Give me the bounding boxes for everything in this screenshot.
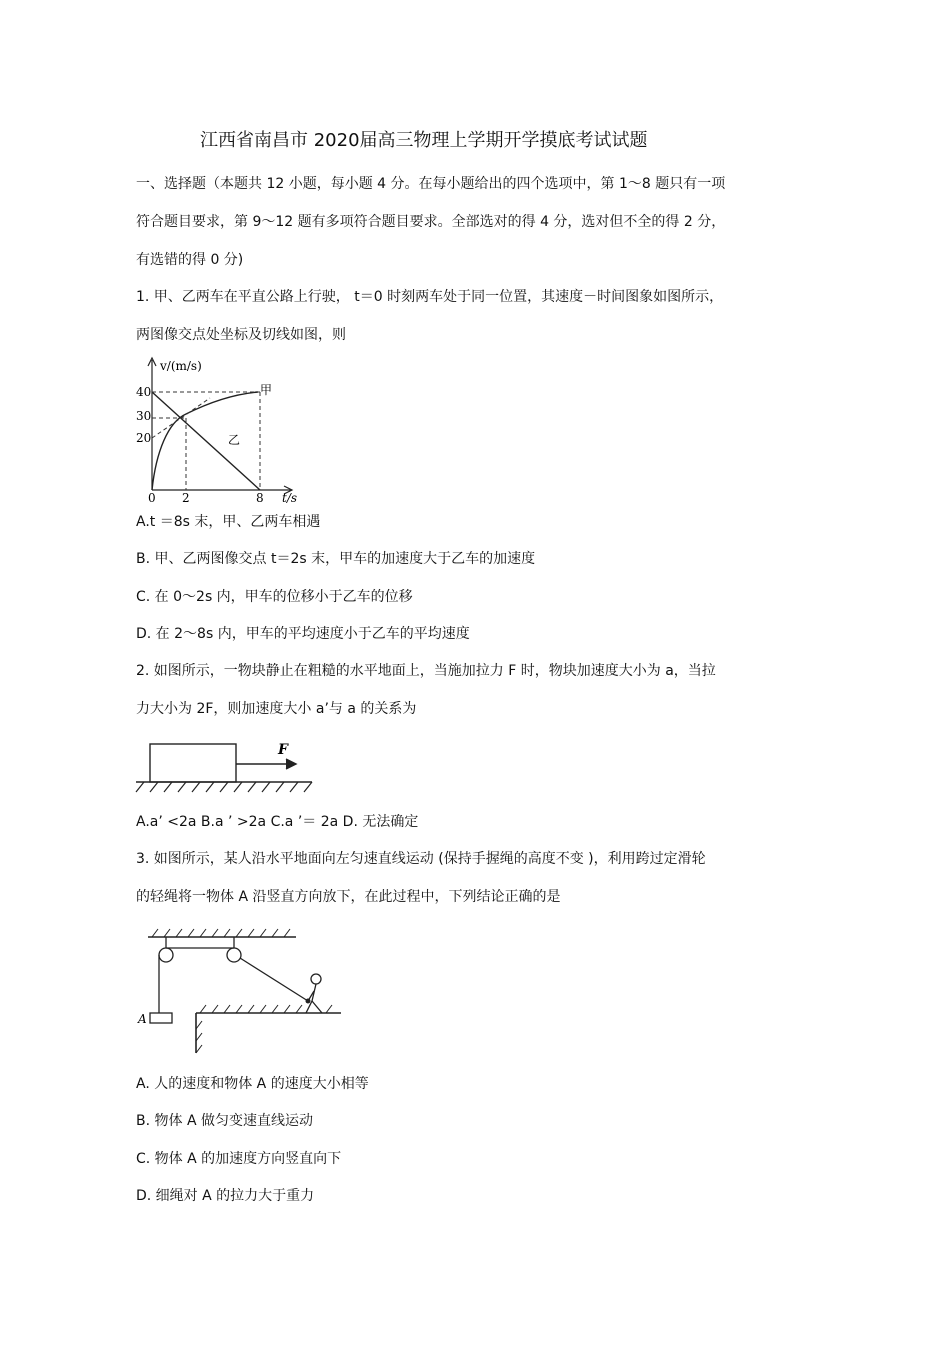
- hand: [306, 999, 311, 1004]
- q2-stem-line-2: 力大小为 2F，则加速度大小 a’与 a 的关系为: [136, 701, 417, 717]
- y-tick-30: 30: [136, 409, 152, 423]
- q1-option-b: B. 甲、乙两图像交点 t＝2s 末，甲车的加速度大于乙车的加速度: [136, 551, 536, 567]
- person-head: [311, 974, 321, 984]
- q3-option-b: B. 物体 A 做匀变速直线运动: [136, 1113, 313, 1129]
- q3-option-a: A. 人的速度和物体 A 的速度大小相等: [136, 1076, 369, 1092]
- pulley-right: [227, 948, 241, 962]
- block-a: [150, 1013, 172, 1023]
- q1-stem-line-2: 两图像交点处坐标及切线如图，则: [136, 327, 346, 343]
- label-jia: 甲: [260, 383, 273, 397]
- section-instruction-line-2: 符合题目要求，第 9～12 题有多项符合题目要求。全部选对的得 4 分，选对但不全的得 2 分，: [136, 214, 726, 230]
- x-tick-2: 2: [182, 491, 190, 505]
- q3-stem-line-2: 的轻绳将一物体 A 沿竖直方向放下，在此过程中，下列结论正确的是: [136, 889, 561, 905]
- block: [150, 744, 236, 782]
- label-yi: 乙: [228, 433, 241, 447]
- block-label: A: [138, 1012, 147, 1026]
- q1-stem-line-1: 1. 甲、乙两车在平直公路上行驶， t＝0 时刻两车处于同一位置，其速度－时间图象如图所示，: [136, 289, 724, 305]
- page-title: 江西省南昌市 2020届高三物理上学期开学摸底考试试题: [200, 130, 648, 151]
- x-tick-8: 8: [256, 491, 264, 505]
- x-tick-0: 0: [148, 491, 156, 505]
- y-tick-20: 20: [136, 431, 152, 445]
- q2-stem-line-1: 2. 如图所示，一物块静止在粗糙的水平地面上，当施加拉力 F 时，物块加速度大小为 a，当拉: [136, 663, 716, 679]
- line-yi: [152, 392, 260, 490]
- q1-option-c: C. 在 0～2s 内，甲车的位移小于乙车的位移: [136, 589, 413, 605]
- q2-block-force-diagram: [132, 738, 317, 796]
- q3-option-c: C. 物体 A 的加速度方向竖直向下: [136, 1151, 342, 1167]
- q3-stem-line-1: 3. 如图所示，某人沿水平地面向左匀速直线运动 (保持手握绳的高度不变 )，利用跨过定滑轮: [136, 851, 706, 867]
- x-axis-label: t/s: [282, 491, 298, 505]
- rope-to-person: [240, 958, 308, 1001]
- q1-option-d: D. 在 2～8s 内，甲车的平均速度小于乙车的平均速度: [136, 626, 470, 642]
- q1-velocity-time-graph: [130, 352, 320, 504]
- ground-hatching: [136, 782, 312, 792]
- ceiling-hatching: [152, 929, 290, 937]
- force-label: F: [278, 742, 288, 758]
- q3-option-d: D. 细绳对 A 的拉力大于重力: [136, 1188, 315, 1204]
- q2-options: A.a’ <2a B.a ’ >2a C.a ’＝ 2a D. 无法确定: [136, 814, 419, 830]
- force-arrow-head: [286, 759, 296, 769]
- q3-pulley-diagram: [136, 925, 346, 1057]
- pulley-left: [159, 948, 173, 962]
- y-axis-label: v/(m/s): [160, 359, 202, 373]
- section-instruction-line-1: 一、选择题（本题共 12 小题，每小题 4 分。在每小题给出的四个选项中，第 1～8 题只有一项: [136, 176, 726, 192]
- q1-option-a: A.t ＝8s 末，甲、乙两车相遇: [136, 514, 321, 530]
- section-instruction-line-3: 有选错的得 0 分): [136, 252, 244, 268]
- y-tick-40: 40: [136, 385, 152, 399]
